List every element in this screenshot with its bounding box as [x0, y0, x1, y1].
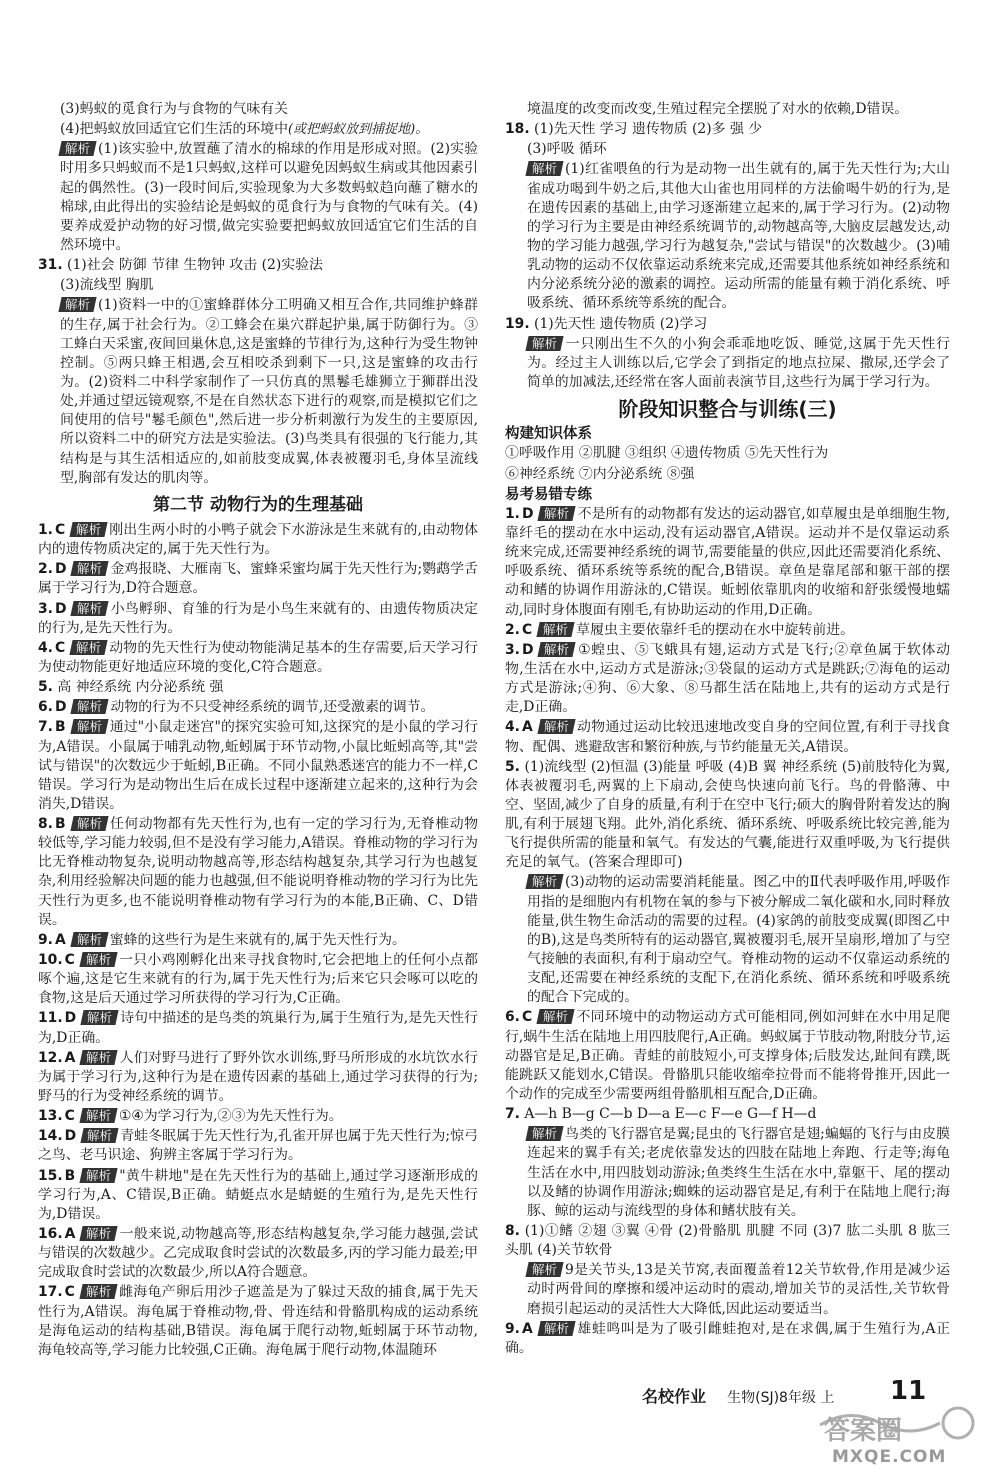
- answer-text: 通过"小鼠走迷宫"的探究实验可知,这探究的是小鼠的学习行为,A错误。小鼠属于哺乳动物,蚯蚓属于环节动物,小鼠比蚯蚓高等,其"尝试与错误"的次数远少于蚯蚓,B正确。不同小鼠熟悉迷宫的能力不一样,C错误。学习行为是动物出生后在成长过程中逐渐建立起来的,这种行为会消失,D错误。: [38, 719, 478, 812]
- q30-answer-4: (4)把蚂蚁放回适宜它们生活的环境中(或把蚂蚁放到捕捉地)。: [60, 121, 429, 138]
- analysis-tag: 解析: [537, 719, 575, 734]
- right-item: [505, 505, 950, 620]
- q30-analysis: 解析 (1)该实验中,放置蘸了清水的棉球的作用是形成对照。(2)实验时用多只蚂蚁而不是1只蚂蚁,这样可以避免因蚂蚁生病或其他因素引起的偶然性。(3)一段时间后,实验现象为大多数蚂蚁趋向蘸了糖水的棉球,由此得出的实验结论是蚂蚁的觅食行为与食物的气味有关。(4)要养成爱护动物的好习惯,做完实验要把蚂蚁放回适宜它们生活的自然环境中。: [60, 141, 478, 253]
- build-knowledge-line-2: ⑥神经系统 ⑦内分泌系统 ⑧强: [505, 465, 695, 482]
- left-item: [38, 560, 478, 598]
- left-item: [38, 718, 478, 814]
- question-number: 5.: [38, 679, 53, 696]
- q17-continued: 境温度的改变而改变,生殖过程完全摆脱了对水的依赖,D错误。: [527, 101, 909, 117]
- question-number: 5.: [505, 758, 520, 775]
- left-item: [38, 1107, 478, 1126]
- answer-text: A—h B—g C—b D—a E—c F—e G—f H—d: [524, 1106, 817, 1123]
- right-item: [505, 1320, 950, 1358]
- right-item: [505, 1008, 950, 1104]
- answer-text: (1)流线型 (2)恒温 (3)能量 呼吸 (4)B 翼 神经系统 (5)前肢特化为翼,体表被覆羽毛,两翼的上下扇动,会使鸟快速向前飞行。鸟的骨骼薄、中空、坚固,减少了自身的质量,有利于在空中飞行;硕大的胸骨附着发达的胸肌,有利于展翅飞翔。此外,消化系统、循环系统、呼吸系统比较完善,能为飞行提供所需的能量和氧气。有发达的气囊,能进行双重呼吸,为飞行提供充足的氧气。(答案合理即可): [505, 758, 950, 871]
- q30-answer-note: (或把蚂蚁放到捕捉地)。: [288, 122, 429, 138]
- question-number: 16.: [38, 1226, 63, 1243]
- question-number: 4.: [38, 639, 53, 656]
- question-number: 4.: [505, 719, 520, 736]
- answer-text: 高 神经系统 内分泌系统 强: [57, 679, 224, 696]
- question-number: 2.: [38, 561, 53, 578]
- answer-text: 一般来说,动物越高等,形态结构越复杂,学习能力越强,尝试与错误的次数越少。乙完成取食时尝试的次数最多,丙的学习能力最差;甲完成取食时尝试的次数最少,所以A符合题意。: [38, 1226, 478, 1281]
- question-number: 9.: [505, 1320, 520, 1337]
- question-number: 1.: [505, 505, 520, 522]
- left-item: [38, 639, 478, 677]
- watermark-text: MXQE.COM: [832, 1447, 947, 1467]
- q18-number: 18.: [505, 121, 530, 138]
- question-number: 7.: [505, 1106, 520, 1123]
- answer-text: 任何动物都有先天性行为,也有一定的学习行为,无脊椎动物较低等,学习能力较弱,但不是没有学习能力,A错误。脊椎动物的学习行为比无脊椎动物复杂,说明动物越高等,形态结构越复杂,其学习行为也越复杂,利用经验解决问题的能力也越强,但不能说明脊椎动物的学习行为比先天性行为更多,也不能说明脊椎动物有学习行为的本能,B正确、C、D错误。: [38, 816, 479, 928]
- answer-letter: B: [54, 816, 66, 833]
- analysis-tag: 解析: [70, 932, 108, 947]
- easy-mistake-heading: 易考易错专练: [505, 486, 592, 503]
- analysis-tag: 解析: [525, 1126, 563, 1141]
- question-number: 1.: [38, 521, 53, 538]
- right-item: [505, 1222, 950, 1260]
- answer-text: 动物通过运动比较迅速地改变自身的空间位置,有利于寻找食物、配偶、逃避敌害和繁衍种族,与节约能量无关,A错误。: [505, 719, 950, 755]
- question-number: 17.: [38, 1284, 63, 1301]
- right-item: [505, 1125, 950, 1221]
- answer-letter: D: [521, 641, 534, 658]
- left-item: [38, 698, 478, 717]
- analysis-tag: 解析: [81, 1010, 119, 1025]
- question-number: 3.: [505, 641, 520, 658]
- watermark-logo-text: 答案圈: [824, 1416, 903, 1446]
- right-item: [505, 621, 950, 640]
- analysis-tag: 解析: [538, 506, 576, 521]
- answer-letter: C: [64, 1108, 75, 1125]
- answer-letter: D: [54, 561, 67, 578]
- left-item: [38, 600, 478, 638]
- right-answer-list: [505, 505, 950, 1358]
- analysis-tag: 解析: [538, 642, 576, 657]
- analysis-tag: 解析: [58, 297, 96, 312]
- left-column: [38, 100, 478, 1361]
- analysis-tag: 解析: [79, 1284, 117, 1299]
- analysis-tag: 解析: [79, 1108, 117, 1123]
- footer-subject: 生物(SJ)8年级 上: [727, 1390, 835, 1406]
- answer-letter: D: [521, 505, 534, 522]
- answer-letter: A: [54, 931, 66, 948]
- right-item: [505, 1261, 950, 1318]
- build-knowledge-line-1: ①呼吸作用 ②肌腱 ③组织 ④遗传物质 ⑤先天性行为: [505, 445, 829, 462]
- answer-text: 动物的先天性行为使动物能满足基本的生存需要,后天学习行为使动物能更好地适应环境的变化,C符合题意。: [38, 639, 478, 675]
- answer-text: 诗句中描述的是鸟类的筑巢行为,属于生殖行为,是先天性行为,D正确。: [38, 1010, 478, 1046]
- q19-number: 19.: [505, 315, 530, 332]
- question-number: 6.: [505, 1009, 520, 1026]
- answer-letter: A: [521, 719, 533, 736]
- analysis-tag: 解析: [537, 1009, 575, 1024]
- answer-text: 小鸟孵卵、育雏的行为是小鸟生来就有的、由遗传物质决定的行为,是先天性行为。: [38, 600, 478, 636]
- analysis-tag: 解析: [70, 640, 108, 655]
- q31-answer: 31. (1)社会 防御 节律 生物钟 攻击 (2)实验法: [38, 257, 323, 274]
- analysis-tag: 解析: [70, 522, 108, 537]
- answer-text: 一只小鸡刚孵化出来寻找食物时,它会把地上的任何小点都啄个遍,这是它生来就有的行为,属于先天性行为;后来它只会啄可以吃的食物,这是后天通过学习所获得的学习行为,C正确。: [38, 952, 478, 1007]
- analysis-tag: 解析: [80, 1226, 118, 1241]
- left-item: [38, 1167, 478, 1224]
- analysis-tag: 解析: [80, 1050, 118, 1065]
- answer-text: (1)①鳍 ②翅 ③翼 ④骨 (2)骨骼肌 肌腱 不同 (3)7 肱二头肌 8 肱三头肌 (4)关节软骨: [505, 1223, 950, 1259]
- answer-letter: C: [64, 1284, 75, 1301]
- analysis-tag: 解析: [80, 1168, 118, 1183]
- left-item: [38, 951, 478, 1008]
- left-item: [38, 1225, 478, 1282]
- answer-text: 草履虫主要依靠纤毛的摆动在水中旋转前进。: [576, 621, 854, 638]
- analysis-tag: 解析: [81, 1128, 119, 1143]
- answer-letter: D: [54, 600, 67, 617]
- answer-letter: C: [521, 621, 533, 638]
- question-number: 7.: [38, 719, 53, 736]
- answer-letter: C: [64, 952, 75, 969]
- analysis-tag: 解析: [525, 336, 563, 351]
- q31-analysis: 解析 (1)资料一中的①蜜蜂群体分工明确又相互合作,共同维护蜂群的生存,属于社会行为。②工蜂会在巢穴群起护巢,属于防御行为。③工蜂白天采蜜,夜间回巢休息,这是蜜蜂的节律行为,这种行为受生物钟控制。⑤两只蜂王相遇,会互相咬杀到剩下一只,这是蜜蜂的攻击行为。(2)资料二中科学家制作了一只仿真的黑鬈毛雄狮立于狮群出没处,并通过望远镜观察,不是在自然状态下进行的观察,而是模拟它们之间使用的信号"鬈毛颜色",然后进一步分析刺激行为发生的主要原因,所以资料二中的研究方法是实验法。(3)鸟类具有很强的飞行能力,其结构是与其生活相适应的,如前肢变成翼,体表被覆羽毛,身体呈流线型,胸部有发达的肌肉等。: [60, 297, 478, 486]
- analysis-tag: 解析: [70, 719, 108, 734]
- question-number: 9.: [38, 931, 53, 948]
- question-number: 8.: [505, 1223, 520, 1240]
- answer-letter: D: [64, 1128, 77, 1145]
- left-item: [38, 1049, 478, 1106]
- q19-analysis: 解析 一只刚出生不久的小狗会乖乖地吃饭、睡觉,这属于先天性行为。经过主人训练以后,它学会了到指定的地点拉屎、撒尿,还学会了简单的加减法,还经常在客人面前表演节目,这些行为属于学习行为。: [527, 335, 950, 390]
- answer-text: 雌海龟产卵后用沙子遮盖是为了躲过天敌的捕食,属于先天性行为,A错误。海龟属于脊椎动物,骨、骨连结和骨骼肌构成的运动系统是海龟运动的结构基础,B错误。海龟属于爬行动物,蚯蚓属于环节动物,海龟较高等,学习能力比较强,C正确。海龟属于爬行动物,体温随环: [38, 1284, 478, 1358]
- answer-letter: A: [521, 1320, 533, 1337]
- right-column: [505, 100, 950, 1359]
- answer-letter: A: [64, 1049, 76, 1066]
- analysis-tag: 解析: [525, 161, 563, 176]
- right-item: [505, 641, 950, 718]
- analysis-tag: 解析: [71, 601, 109, 616]
- question-number: 2.: [505, 621, 520, 638]
- page-number: 11: [890, 1376, 927, 1406]
- answer-text: ①④为学习行为,②③为先天性行为。: [118, 1108, 343, 1125]
- q18-answer-2: (3)呼吸 循环: [527, 141, 607, 158]
- answer-text: 雄蛙鸣叫是为了吸引雌蛙抱对,是在求偶,属于生殖行为,A正确。: [505, 1320, 950, 1356]
- answer-text: 9是关节头,13是关节窝,表面覆盖着12关节软骨,作用是减少运动时两骨间的摩擦和缓冲运动时的震动,增加关节的灵活性,关节软骨磨损引起运动的灵活性大大降低,因此运动要适当。: [527, 1262, 950, 1317]
- question-number: 12.: [38, 1049, 63, 1066]
- question-number: 10.: [38, 952, 63, 969]
- answer-text: 刚出生两小时的小鸭子就会下水游泳是生来就有的,由动物体内的遗传物质决定的,属于先天性行为。: [38, 521, 478, 558]
- question-number: 3.: [38, 600, 53, 617]
- q19-answer: 19. (1)先天性 遗传物质 (2)学习: [505, 315, 708, 332]
- answer-text: "黄牛耕地"是在先天性行为的基础上,通过学习逐渐形成的学习行为,A、C错误,B正确。蜻蜓点水是蜻蜓的生殖行为,是先天性行为,D错误。: [38, 1167, 478, 1222]
- left-item: [38, 1283, 478, 1360]
- analysis-tag: 解析: [525, 874, 563, 889]
- q30-answer-3: (3)蚂蚁的觅食行为与食物的气味有关: [60, 101, 289, 117]
- answer-letter: C: [521, 1009, 533, 1026]
- left-item: [38, 815, 478, 930]
- answer-text: 鸟类的飞行器官是翼;昆虫的飞行器官是翅;蝙蝠的飞行与由皮膜连起来的翼手有关;老虎依靠发达的四肢在陆地上奔跑、行走等;海龟生活在水中,用四肢划动游泳;鱼类终生生活在水中,靠躯干、尾的摆动以及鳍的协调作用游泳;蜘蛛的运动器官是足,有利于在陆地上爬行;海豚、鲸的运动与流线型的身体和鳍状肢有关。: [527, 1126, 950, 1219]
- answer-text: 蜜蜂的这些行为是生来就有的,属于先天性行为。: [109, 931, 406, 948]
- right-item: [505, 873, 950, 1007]
- answer-text: 青蛙冬眠属于先天性行为,孔雀开屏也属于先天性行为;惊弓之鸟、老马识途、狗辨主客属于学习行为。: [38, 1128, 478, 1164]
- question-number: 6.: [38, 699, 53, 716]
- q31-answer-2: (3)流线型 胸肌: [60, 277, 154, 294]
- answer-text: 人们对野马进行了野外饮水训练,野马所形成的水坑饮水行为属于学习行为,这种行为是在遗传因素的基础上,通过学习获得的行为;野马的行为受神经系统的调节。: [38, 1049, 478, 1105]
- left-item: [38, 1009, 478, 1047]
- q18-analysis: 解析 (1)红雀喂鱼的行为是动物一出生就有的,属于先天性行为;大山雀成功喝到牛奶之后,其他大山雀也用同样的方法偷喝牛奶的行为,是在遗传因素的基础上,由学习逐渐建立起来的,属于学习行为。(2)动物的学习行为主要是由神经系统调节的,动物越高等,大脑皮层越发达,动物的学习能力越强,学习行为越复杂,"尝试与错误"的次数越少。(3)哺乳动物的运动不仅依靠运动系统来完成,还需要其他系统如神经系统和内分泌系统分泌的激素的调控。运动所需的能量有赖于消化系统、呼吸系统、循环系统等系统的配合。: [527, 161, 950, 312]
- left-item: [38, 521, 478, 559]
- analysis-tag: 解析: [70, 816, 108, 831]
- answer-text: ①蝗虫、⑤飞蛾具有翅,运动方式是飞行;②章鱼属于软体动物,生活在水中,运动方式是游泳;③袋鼠的运动方式是跳跃;⑦海龟的运动方式是游泳;④狗、⑥大象、⑧马都生活在陆地上,共有的运动方式是行走,D正确。: [505, 641, 950, 716]
- footer-brand: 名校作业: [642, 1387, 707, 1406]
- answer-letter: C: [54, 639, 66, 656]
- answer-text: (3)动物的运动需要消耗能量。图乙中的Ⅱ代表呼吸作用,呼吸作用指的是细胞内有机物在氧的参与下被分解成二氧化碳和水,同时释放能量,供生物生命活动的需要的过程。(4)家鸽的前肢变成翼(即图乙中的B),这是鸟类所特有的运动器官,翼被覆羽毛,展开呈扇形,增加了与空气接触的表面积,有利于扇动空气。脊椎动物的运动不仅靠运动系统的支配,还需要在神经系统的支配下,在消化系统、循环系统和呼吸系统的配合下完成的。: [527, 874, 950, 1006]
- analysis-tag: 解析: [71, 561, 109, 576]
- build-knowledge-heading: 构建知识体系: [505, 426, 592, 443]
- left-item: [38, 678, 478, 697]
- question-number: 11.: [38, 1010, 63, 1027]
- analysis-tag: 解析: [58, 141, 96, 156]
- q18-answer: 18. (1)先天性 学习 遗传物质 (2)多 强 少: [505, 121, 763, 138]
- answer-text: 不同环境中的动物运动方式可能相同,例如河蚌在水中用足爬行,蜗牛生活在陆地上用四肢爬行,A正确。蚂蚁属于节肢动物,附肢分节,运动器官是足,B正确。青蛙的前肢短小,可支撑身体;后肢发达,趾间有蹼,既能跳跃又能划水,C错误。骨骼肌只能收缩牵拉骨而不能将骨推开,因此一个动作的完成至少需要两组骨骼肌相互配合,D正确。: [505, 1009, 950, 1103]
- answer-letter: D: [64, 1010, 77, 1027]
- right-item: [505, 758, 950, 873]
- answer-letter: C: [54, 521, 66, 538]
- left-answer-list: [38, 521, 478, 1360]
- right-item: [505, 718, 950, 756]
- page-footer: [642, 1376, 927, 1407]
- left-item: [38, 931, 478, 950]
- left-item: [38, 1127, 478, 1165]
- question-number: 14.: [38, 1128, 63, 1145]
- answer-letter: D: [54, 699, 67, 716]
- analysis-tag: 解析: [537, 622, 575, 637]
- answer-letter: A: [64, 1226, 76, 1243]
- section-title: 第二节 动物行为的生理基础: [153, 494, 363, 515]
- answer-text: 金鸡报晓、大雁南飞、蜜蜂采蜜均属于先天性行为;鹦鹉学舌属于学习行为,D符合题意。: [38, 561, 478, 597]
- question-number: 13.: [38, 1108, 63, 1125]
- q31-number: 31.: [38, 257, 63, 274]
- analysis-tag: 解析: [525, 1262, 563, 1277]
- analysis-tag: 解析: [79, 952, 117, 967]
- analysis-tag: 解析: [71, 699, 109, 714]
- stage-title: 阶段知识整合与训练(三): [618, 397, 837, 422]
- question-number: 15.: [38, 1167, 63, 1184]
- answer-letter: B: [64, 1167, 76, 1184]
- right-item: [505, 1105, 950, 1124]
- question-number: 8.: [38, 816, 53, 833]
- answer-text: 动物的行为不只受神经系统的调节,还受激素的调节。: [110, 699, 435, 716]
- answer-text: 不是所有的动物都有发达的运动器官,如草履虫是单细胞生物,靠纤毛的摆动在水中运动,没有运动器官,A错误。运动并不是仅靠运动系统来完成,还需要神经系统的调节,需要能量的供应,因此还需要消化系统、呼吸系统、循环系统等系统的配合,B错误。章鱼是靠尾部和躯干部的摆动和鳍的协调作用游泳的,C错误。蚯蚓依靠肌肉的收缩和舒张缓慢地蠕动,同时身体腹面有刚毛,有协助运动的作用,D正确。: [505, 505, 950, 618]
- answer-letter: B: [54, 719, 66, 736]
- analysis-tag: 解析: [537, 1321, 575, 1336]
